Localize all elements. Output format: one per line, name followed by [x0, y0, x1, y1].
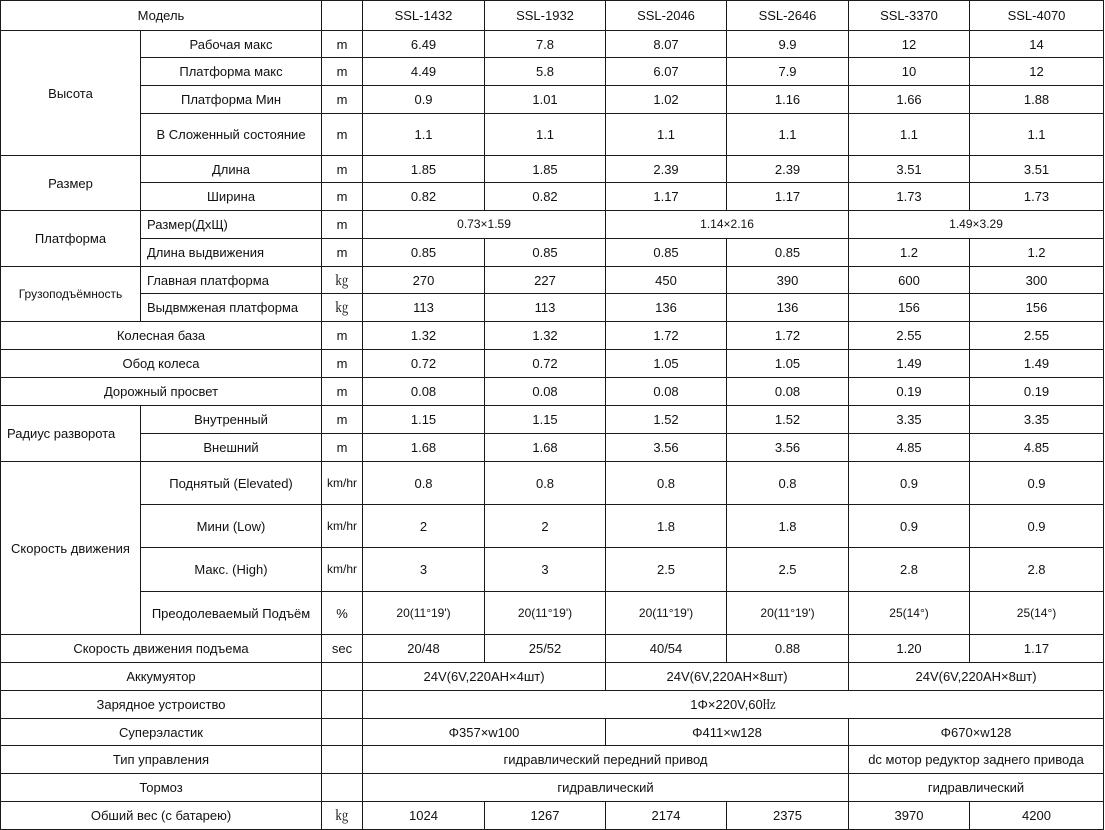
value-cell: 156: [849, 294, 970, 322]
value-cell: 1.1: [363, 114, 485, 156]
value-cell: 1.66: [849, 86, 970, 114]
unit-cell: [322, 663, 363, 691]
param-label: Главная платформа: [141, 267, 322, 294]
param-label: Выдвмженая платформа: [141, 294, 322, 322]
table-row: [1, 211, 1104, 239]
value-cell: 12: [849, 31, 970, 58]
model-label: Модель: [1, 1, 322, 31]
unit-cell: m: [322, 31, 363, 58]
value-cell: 0.9: [970, 505, 1104, 548]
value-cell: 0.8: [727, 462, 849, 505]
table-row: [1, 663, 1104, 691]
value-cell: 9.9: [727, 31, 849, 58]
value-cell: 10: [849, 58, 970, 86]
table-row: [1, 294, 1104, 322]
value-cell: 14: [970, 31, 1104, 58]
value-cell: 0.08: [363, 378, 485, 406]
param-label: Преодолеваемый Подъём: [141, 592, 322, 635]
param-label: Поднятый (Elevated): [141, 462, 322, 505]
value-cell: 1.73: [970, 183, 1104, 211]
unit-cell: [322, 746, 363, 774]
value-cell: 0.82: [363, 183, 485, 211]
unit-cell: km/hr: [322, 462, 363, 505]
table-row: [1, 635, 1104, 663]
value-cell: 1.05: [606, 350, 727, 378]
param-label: Колесная база: [1, 322, 322, 350]
value-cell: 1.1: [849, 114, 970, 156]
unit-cell: ㎏: [322, 267, 363, 294]
value-cell: 1.2: [970, 239, 1104, 267]
group-label-height: Высота: [1, 31, 141, 156]
value-cell: 5.8: [485, 58, 606, 86]
value-cell: 40/54: [606, 635, 727, 663]
value-cell: 450: [606, 267, 727, 294]
table-row: [1, 31, 1104, 58]
param-label: Платформа Мин: [141, 86, 322, 114]
value-cell: dc мотор редуктор заднего привода: [849, 746, 1104, 774]
table-row: [1, 719, 1104, 746]
value-cell: 0.8: [606, 462, 727, 505]
value-cell: 1.73: [849, 183, 970, 211]
unit-cell: m: [322, 239, 363, 267]
value-cell: 113: [363, 294, 485, 322]
value-cell: 1.88: [970, 86, 1104, 114]
value-cell: 1.32: [485, 322, 606, 350]
value-cell: гидравлический: [363, 774, 849, 802]
value-cell: 390: [727, 267, 849, 294]
param-label: Аккумуятор: [1, 663, 322, 691]
value-cell: 24V(6V,220AH×8шт): [606, 663, 849, 691]
value-cell: 3.51: [970, 156, 1104, 183]
group-label-turning: [1, 406, 141, 462]
table-row: [1, 802, 1104, 830]
header-row: [1, 1, 1104, 31]
table-row: [1, 378, 1104, 406]
model-name: SSL-2046: [606, 1, 727, 31]
unit-cell: m: [322, 322, 363, 350]
table-row: [1, 462, 1104, 505]
value-cell: 600: [849, 267, 970, 294]
value-cell: 1.8: [727, 505, 849, 548]
value-cell: 300: [970, 267, 1104, 294]
value-cell: 113: [485, 294, 606, 322]
param-label: Суперэластик: [1, 719, 322, 746]
value-cell: 0.72: [363, 350, 485, 378]
unit-cell: m: [322, 156, 363, 183]
unit-cell: m: [322, 183, 363, 211]
value-cell: 0.08: [606, 378, 727, 406]
value-cell: 7.9: [727, 58, 849, 86]
value-cell: Φ357×w100: [363, 719, 606, 746]
value-cell: 1.8: [606, 505, 727, 548]
value-cell: 1024: [363, 802, 485, 830]
unit-cell: km/hr: [322, 505, 363, 548]
unit-cell: m: [322, 434, 363, 462]
value-cell: 1.68: [363, 434, 485, 462]
value-cell: 0.85: [485, 239, 606, 267]
value-cell: 3970: [849, 802, 970, 830]
table-row: [1, 156, 1104, 183]
model-name: SSL-3370: [849, 1, 970, 31]
group-label-speed: Скорость движения: [1, 462, 141, 635]
value-cell: 2375: [727, 802, 849, 830]
param-label: В Сложенный состояние: [141, 114, 322, 156]
value-cell: 0.8: [363, 462, 485, 505]
value-cell: 2.39: [727, 156, 849, 183]
value-cell: 25(14°): [849, 592, 970, 635]
param-label: Скорость движения подъема: [1, 635, 322, 663]
value-cell: 12: [970, 58, 1104, 86]
param-label: Длина выдвижения: [141, 239, 322, 267]
value-cell: 270: [363, 267, 485, 294]
unit-cell: ㎏: [322, 294, 363, 322]
value-cell: 136: [606, 294, 727, 322]
param-label: Мини (Low): [141, 505, 322, 548]
value-cell: 2.55: [849, 322, 970, 350]
value-cell: 1.68: [485, 434, 606, 462]
value-cell: 0.9: [363, 86, 485, 114]
value-cell: 1.85: [485, 156, 606, 183]
value-cell: 1.15: [363, 406, 485, 434]
value-cell: 25/52: [485, 635, 606, 663]
table-row: [1, 774, 1104, 802]
value-cell: 1.17: [970, 635, 1104, 663]
param-label: Внешний: [141, 434, 322, 462]
value-cell: 1.02: [606, 86, 727, 114]
value-cell: 1.1: [606, 114, 727, 156]
value-cell: 25(14°): [970, 592, 1104, 635]
value-cell: 6.07: [606, 58, 727, 86]
unit-cell: [322, 774, 363, 802]
param-label: Ширина: [141, 183, 322, 211]
value-cell: 2.55: [970, 322, 1104, 350]
value-cell: 24V(6V,220AH×8шт): [849, 663, 1104, 691]
group-label-text: Радиус разворота: [7, 426, 116, 441]
value-cell: 2.5: [727, 548, 849, 592]
value-cell: 3.56: [606, 434, 727, 462]
value-cell: 2.8: [970, 548, 1104, 592]
table-row: [1, 114, 1104, 156]
value-cell: 20(11°19'): [485, 592, 606, 635]
unit-cell: ㎏: [322, 802, 363, 830]
table-row: [1, 86, 1104, 114]
unit-cell: m: [322, 378, 363, 406]
value-cell: Φ670×w128: [849, 719, 1104, 746]
group-label-platform: Платформа: [1, 211, 141, 267]
model-name: SSL-1432: [363, 1, 485, 31]
unit-cell: m: [322, 211, 363, 239]
unit-header: [322, 1, 363, 31]
value-cell: 1.49: [970, 350, 1104, 378]
value-cell: 0.72: [485, 350, 606, 378]
param-label: Платформа макс: [141, 58, 322, 86]
value-cell: 3.51: [849, 156, 970, 183]
value-cell: 1.17: [727, 183, 849, 211]
value-cell: 4.49: [363, 58, 485, 86]
value-cell: 1.17: [606, 183, 727, 211]
value-cell: 24V(6V,220AH×4шт): [363, 663, 606, 691]
value-cell: Φ411×w128: [606, 719, 849, 746]
value-cell: 1.72: [606, 322, 727, 350]
param-label: Тормоз: [1, 774, 322, 802]
value-cell: 0.82: [485, 183, 606, 211]
value-cell: 6.49: [363, 31, 485, 58]
model-name: SSL-1932: [485, 1, 606, 31]
value-cell: гидравлический: [849, 774, 1104, 802]
table-row: [1, 505, 1104, 548]
unit-cell: km/hr: [322, 548, 363, 592]
value-cell: 3: [363, 548, 485, 592]
value-cell: 1.32: [363, 322, 485, 350]
group-label-capacity: Грузоподъёмность: [1, 267, 141, 322]
value-cell: 1.72: [727, 322, 849, 350]
unit-cell: m: [322, 406, 363, 434]
value-cell: 0.08: [485, 378, 606, 406]
table-row: [1, 691, 1104, 719]
value-cell: 0.9: [970, 462, 1104, 505]
value-cell: 0.19: [970, 378, 1104, 406]
unit-cell: m: [322, 114, 363, 156]
table-row: [1, 58, 1104, 86]
value-cell: 3.56: [727, 434, 849, 462]
value-cell: 4200: [970, 802, 1104, 830]
value-cell: 3: [485, 548, 606, 592]
table-row: [1, 267, 1104, 294]
value-cell: 0.08: [727, 378, 849, 406]
unit-cell: sec: [322, 635, 363, 663]
unit-cell: [322, 691, 363, 719]
value-cell: 1.1: [485, 114, 606, 156]
value-cell: 1.2: [849, 239, 970, 267]
value-cell: 227: [485, 267, 606, 294]
value-cell: 7.8: [485, 31, 606, 58]
param-label: Размер(ДхЩ): [141, 211, 322, 239]
value-cell: 0.8: [485, 462, 606, 505]
value-cell: 1.1: [970, 114, 1104, 156]
value-cell: 0.88: [727, 635, 849, 663]
param-label: Дорожный просвет: [1, 378, 322, 406]
model-name: SSL-4070: [970, 1, 1104, 31]
table-row: [1, 322, 1104, 350]
value-cell: 1.15: [485, 406, 606, 434]
table-row: [1, 239, 1104, 267]
value-cell: 20(11°19'): [363, 592, 485, 635]
value-cell: гидравлический передний привод: [363, 746, 849, 774]
value-cell: 1267: [485, 802, 606, 830]
value-cell: 1.85: [363, 156, 485, 183]
value-cell: 136: [727, 294, 849, 322]
value-cell: 3.35: [849, 406, 970, 434]
value-cell: 1.52: [727, 406, 849, 434]
value-cell: 0.19: [849, 378, 970, 406]
value-cell: 20/48: [363, 635, 485, 663]
table-row: [1, 592, 1104, 635]
table-row: [1, 350, 1104, 378]
param-label: Обод колеса: [1, 350, 322, 378]
table-row: [1, 746, 1104, 774]
unit-cell: %: [322, 592, 363, 635]
value-cell: 1Φ×220V,60㎐: [363, 691, 1104, 719]
value-cell: 0.9: [849, 505, 970, 548]
value-cell: 0.85: [727, 239, 849, 267]
value-cell: 2.5: [606, 548, 727, 592]
value-cell: 1.49×3.29: [849, 211, 1104, 239]
value-cell: 1.1: [727, 114, 849, 156]
model-name: SSL-2646: [727, 1, 849, 31]
value-cell: 0.9: [849, 462, 970, 505]
value-cell: 1.20: [849, 635, 970, 663]
value-cell: 2: [485, 505, 606, 548]
value-cell: 2.8: [849, 548, 970, 592]
value-cell: 1.14×2.16: [606, 211, 849, 239]
value-cell: 4.85: [849, 434, 970, 462]
value-cell: 2: [363, 505, 485, 548]
value-cell: 8.07: [606, 31, 727, 58]
value-cell: 1.16: [727, 86, 849, 114]
value-cell: 0.73×1.59: [363, 211, 606, 239]
param-label: Длина: [141, 156, 322, 183]
value-cell: 0.85: [606, 239, 727, 267]
value-cell: 20(11°19'): [606, 592, 727, 635]
value-cell: 156: [970, 294, 1104, 322]
value-cell: 1.01: [485, 86, 606, 114]
param-label: Рабочая макс: [141, 31, 322, 58]
table-row: [1, 406, 1104, 434]
unit-cell: m: [322, 350, 363, 378]
value-cell: 2.39: [606, 156, 727, 183]
value-cell: 1.49: [849, 350, 970, 378]
param-label: Тип управления: [1, 746, 322, 774]
table-row: [1, 548, 1104, 592]
param-label: Внутренный: [141, 406, 322, 434]
value-cell: 0.85: [363, 239, 485, 267]
table-row: [1, 183, 1104, 211]
unit-cell: [322, 719, 363, 746]
value-cell: 20(11°19'): [727, 592, 849, 635]
value-cell: 4.85: [970, 434, 1104, 462]
unit-cell: m: [322, 86, 363, 114]
value-cell: 1.52: [606, 406, 727, 434]
param-label: Макс. (High): [141, 548, 322, 592]
param-label: Обший вес (с батарею): [1, 802, 322, 830]
group-label-size: Размер: [1, 156, 141, 211]
unit-cell: m: [322, 58, 363, 86]
table-row: [1, 434, 1104, 462]
value-cell: 1.05: [727, 350, 849, 378]
param-label: Зарядное устроиство: [1, 691, 322, 719]
value-cell: 2174: [606, 802, 727, 830]
value-cell: 3.35: [970, 406, 1104, 434]
